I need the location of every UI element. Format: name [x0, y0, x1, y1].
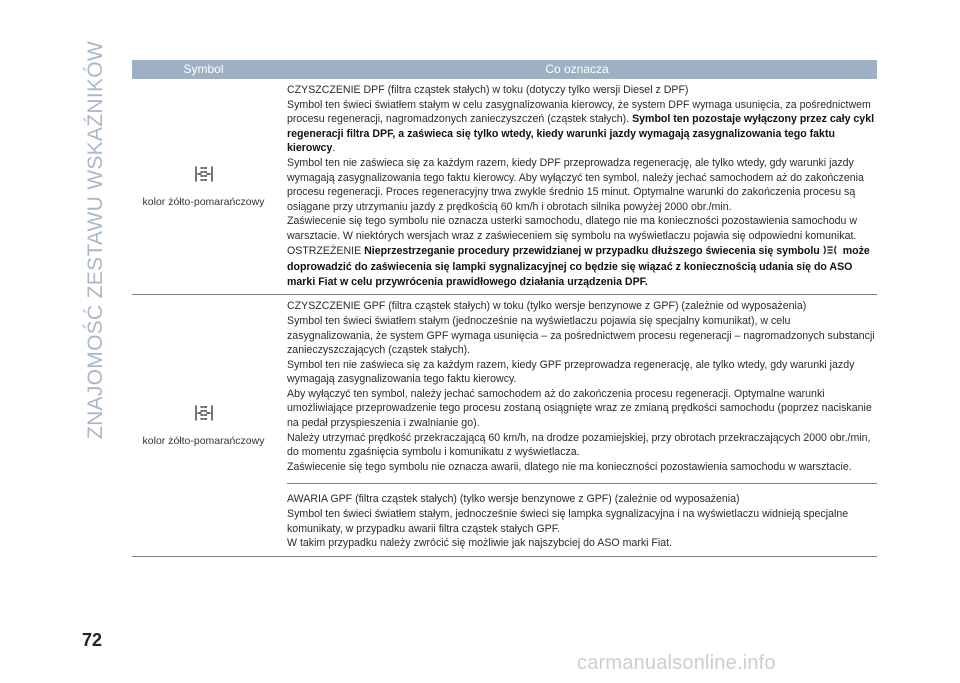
symbol-color-label: kolor żółto-pomarańczowy [142, 196, 265, 209]
gpf-filter-icon [193, 404, 215, 427]
symbol-cell [132, 295, 275, 556]
header-meaning: Co oznacza [545, 62, 609, 76]
dpf-paragraph-no-fault: Zaświecenie się tego symbolu nie oznacza usterki samochodu, dlatego nie ma konieczności pozostawienia samochodu w warsztacie. W niektórych wersjach wraz z zaświeceniem się symbolu na wyświetlaczu pojawia się odpowiedni komunikat. [287, 215, 858, 242]
subsection-divider [287, 483, 877, 484]
gpf-title: CZYSZCZENIE GPF (filtra cząstek stałych) w toku (tylko wersje benzynowe z GPF) (zależnie od wyposażenia) [287, 300, 807, 313]
dpf-warning: OSTRZEŻENIE Nieprzestrzeganie procedury przewidzianej w przypadku dłuższego świecenia się symbolu może doprowadzić do zaświecenia się lampki sygnalizacyjnej co będzie się wiązać z koniecznością udania się do ASO marki Fiat w celu przywrócenia prawidłowego działania urządzenia DPF. [287, 244, 870, 288]
gpf-failure-title: AWARIA GPF (filtra cząstek stałych) (tylko wersje benzynowe z GPF) (zależnie od wyposażenia) [287, 493, 740, 506]
description-cell [277, 79, 877, 294]
gpf-paragraph: Symbol ten świeci światłem stałym (jednocześnie na wyświetlaczu pojawia się specjalny komunikat), w celu zasygnalizowania, że system GPF wymaga usunięcia – za pośrednictwem procesu regeneracji – nagromadzonych substancji zanieczyszczających (cząstek stałych). [287, 314, 875, 357]
header-symbol: Symbol [183, 62, 224, 76]
warning-lights-table [132, 60, 877, 557]
description-cell [277, 295, 877, 556]
page-number: 72 [82, 630, 103, 650]
dpf-emphasis: Symbol ten pozostaje wyłączony przez cały cykl regeneracji filtra DPF, a zaświeca się tylko wtedy, kiedy warunki jazdy wymagają zasygnalizowania tego faktu kierowcy [287, 113, 875, 155]
dpf-paragraph-regeneration: Symbol ten nie zaświeca się za każdym razem, kiedy DPF przeprowadza regenerację, ale tylko wtedy, gdy warunki jazdy wymagają zasygnalizowania tego faktu kierowcy. Aby wyłączyć ten symbol, należy jechać samochodem aż do zakończenia procesu regeneracji. Proces regeneracyjny trwa zwykle średnio 15 minut. Optymalne warunki do zakończenia procesu są osiągane przy utrzymaniu jazdy z prędkością 60 km/h i obrotach silnika powyżej 2000 obr./min. [287, 156, 864, 213]
gpf-failure-paragraph: Symbol ten świeci światłem stałym, jednocześnie świeci się lampka sygnalizacyjna i na wyświetlaczu widnieją specjalne komunikaty, w przypadku awarii filtra cząstek stałych GPF. [287, 508, 849, 535]
gpf-paragraph-procedure: Aby wyłączyć ten symbol, należy jechać samochodem aż do zakończenia procesu regeneracji. Optymalne warunki umożliwiające przeprowadzenie tego procesu zostaną osiągnięte wraz ze zmianą prędkości samochodu (poprzez naciskanie na pedał przyspieszenia i zwalnianie go). [287, 387, 872, 430]
dpf-inline-icon [822, 244, 838, 261]
table-row-gpf [132, 295, 877, 557]
gpf-paragraph-no-fault: Zaświecenie się tego symbolu nie oznacza awarii, dlatego nie ma konieczności pozostawienia samochodu w warsztacie. [287, 460, 852, 473]
table-row-dpf [132, 79, 877, 295]
section-side-title [82, 40, 110, 440]
dpf-title: CZYSZCZENIE DPF (filtra cząstek stałych) w toku (dotyczy tylko wersji Diesel z DPF) [287, 84, 689, 96]
gpf-paragraph-regeneration: Symbol ten nie zaświeca się za każdym razem, kiedy GPF przeprowadza regenerację, ale tylko wtedy, gdy warunki jazdy wymagają zasygnalizowania tego faktu kierowcy. [287, 358, 855, 386]
dpf-paragraph: Symbol ten świeci światłem stałym w celu zasygnalizowania kierowcy, że system DPF wymaga usunięcia, za pośrednictwem procesu regeneracji, nagromadzonych zanieczyszczeń (cząstek stałych). Symbol ten pozostaje wyłączony przez cały cykl regeneracji filtra DPF, a zaświeca się tylko wtedy, kiedy warunki jazdy wymagają zasygnalizowania tego faktu kierowcy. [287, 98, 875, 155]
symbol-color-label: kolor żółto-pomarańczowy [142, 435, 265, 448]
gpf-paragraph-speed: Należy utrzymać prędkość przekraczającą 60 km/h, na drodze pozamiejskiej, przy obrotach przekraczających 2000 obr./min, do momentu zgaśnięcia symbolu i komunikatu z wyświetlacza. [287, 431, 871, 459]
table-header [132, 60, 877, 79]
symbol-cell [132, 79, 275, 294]
dpf-filter-icon [193, 165, 215, 188]
gpf-failure-action: W takim przypadku należy zwrócić się możliwie jak najszybciej do ASO marki Fiat. [287, 537, 673, 550]
section-side-title-text: ZNAJOMOŚĆ ZESTAWU WSKAŹNIKÓW [84, 40, 107, 440]
watermark: carmanualsonline.info [577, 652, 776, 674]
warning-label: OSTRZEŻENIE [287, 244, 365, 257]
